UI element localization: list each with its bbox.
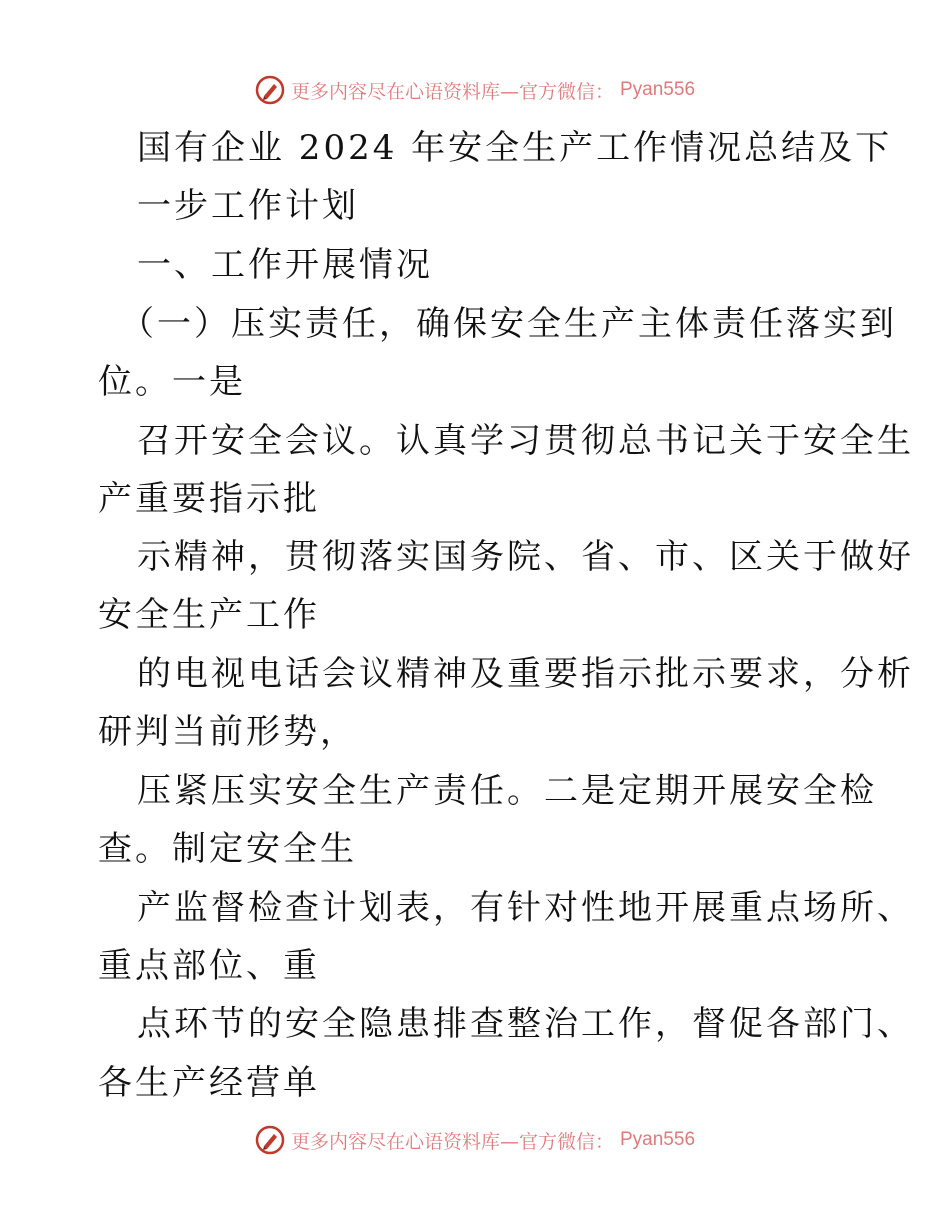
section-heading: 一、工作开展情况	[137, 245, 433, 285]
doc-title-line-2: 一步工作计划	[137, 186, 359, 226]
subsection-heading: （一）压实责任，确保安全生产主体责任落实到	[120, 304, 897, 344]
watermark-wechat-id: Pyan556	[620, 1129, 696, 1150]
paragraph-line: 示精神，贯彻落实国务院、省、市、区关于做好	[137, 537, 914, 577]
paragraph-line: 压紧压实安全生产责任。二是定期开展安全检	[137, 771, 877, 811]
paragraph-line: 各生产经营单	[98, 1063, 320, 1103]
pen-logo-icon	[255, 1125, 285, 1155]
paragraph-line: 研判当前形势，	[98, 712, 357, 752]
watermark-wechat-id: Pyan556	[620, 79, 696, 100]
paragraph-line: 产重要指示批	[98, 479, 320, 519]
paragraph-line: 召开安全会议。认真学习贯彻总书记关于安全生	[137, 421, 914, 461]
watermark-text: 更多内容尽在心语资料库—官方微信：	[290, 80, 614, 103]
watermark-text: 更多内容尽在心语资料库—官方微信：	[290, 1130, 614, 1153]
paragraph-line: 重点部位、重	[98, 946, 320, 986]
paragraph-line: 的电视电话会议精神及重要指示批示要求，分析	[137, 654, 914, 694]
paragraph-line: 查。制定安全生	[98, 829, 357, 869]
watermark-header	[0, 70, 950, 110]
paragraph-line: 点环节的安全隐患排查整治工作，督促各部门、	[137, 1004, 914, 1044]
paragraph-line: 位。一是	[98, 362, 246, 402]
pen-logo-icon	[255, 75, 285, 105]
paragraph-line: 安全生产工作	[98, 595, 320, 635]
doc-title-line-1: 国有企业 2024 年安全生产工作情况总结及下	[137, 128, 893, 168]
watermark-footer	[0, 1120, 950, 1160]
paragraph-line: 产监督检查计划表，有针对性地开展重点场所、	[137, 888, 914, 928]
